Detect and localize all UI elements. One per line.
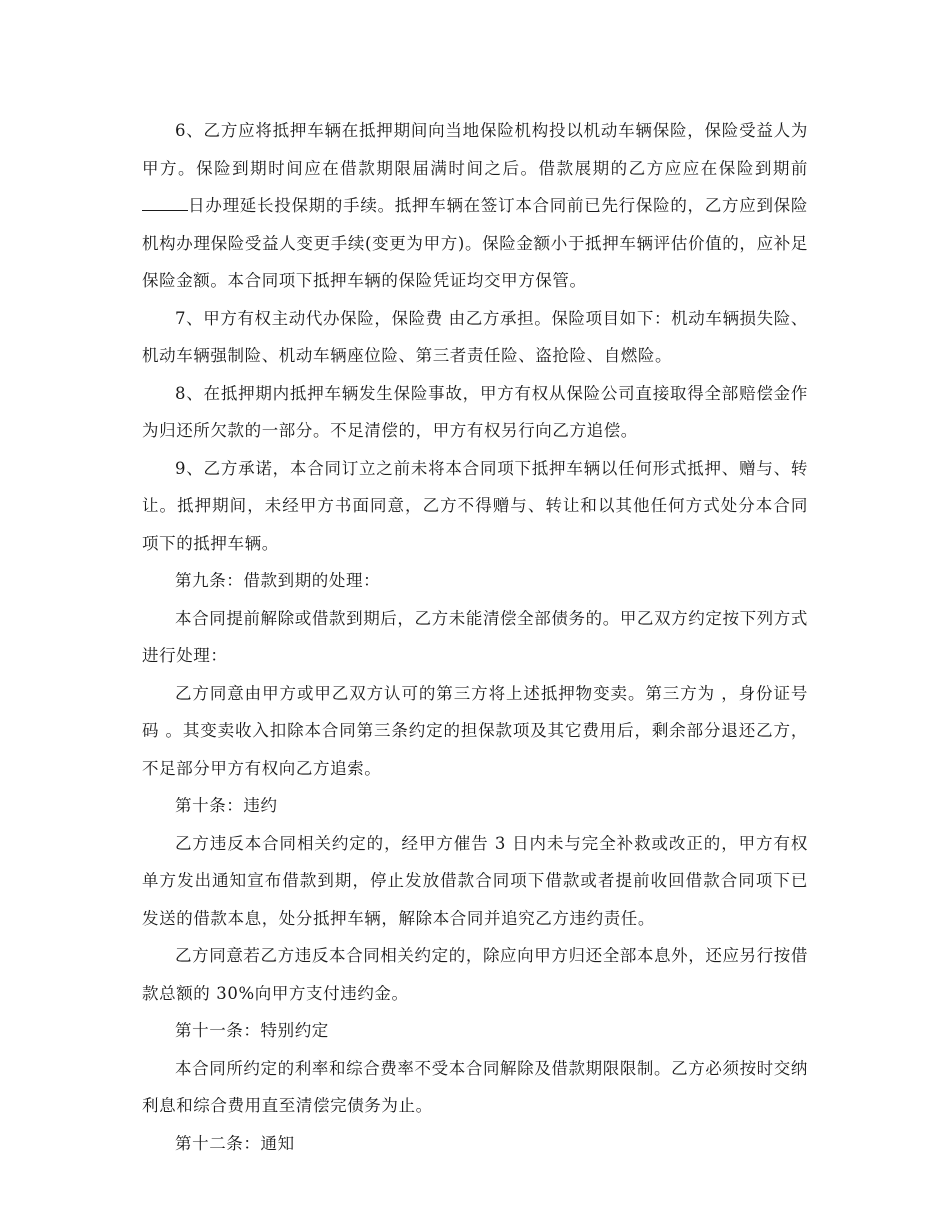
article-9-paragraph-1: 本合同提前解除或借款到期后，乙方未能清偿全部债务的。甲乙双方约定按下列方式进行处理： xyxy=(142,608,808,665)
article-9-paragraph-2: 乙方同意由甲方或甲乙双方认可的第三方将上述抵押物变卖。第三方为 ，身份证号码 。其变卖收入扣除本合同第三条约定的担保款项及其它费用后，剩余部分退还乙方，不足部分甲方有权向乙方追索。 xyxy=(142,683,808,778)
article-10-paragraph-2: 乙方同意若乙方违反本合同相关约定的，除应向甲方归还全部本息外，还应另行按借款总额的 30%向甲方支付违约金。 xyxy=(142,946,808,1003)
article-11-paragraph-1: 本合同所约定的利率和综合费率不受本合同解除及借款期限限制。乙方必须按时交纳利息和综合费用直至清偿完债务为止。 xyxy=(142,1058,808,1115)
fill-in-blank xyxy=(142,192,188,211)
article-12-heading: 第十二条：通知 xyxy=(175,1133,295,1153)
article-10-heading: 第十条：违约 xyxy=(175,796,278,815)
article-11-heading: 第十一条：特别约定 xyxy=(175,1021,329,1040)
document-body xyxy=(142,112,808,1162)
clause-9-paragraph: 9、乙方承诺，本合同订立之前未将本合同项下抵押车辆以任何形式抵押、赠与、转让。抵押期间，未经甲方书面同意，乙方不得赠与、转让和以其他任何方式处分本合同项下的抵押车辆。 xyxy=(142,458,808,553)
clause-6-text-before: 6、乙方应将抵押车辆在抵押期间向当地保险机构投以机动车辆保险，保险受益人为甲方。保险到期时间应在借款期限届满时间之后。借款展期的乙方应应在保险到期前 xyxy=(142,121,808,178)
article-9-heading: 第九条：借款到期的处理： xyxy=(175,571,381,590)
clause-6-paragraph xyxy=(142,112,808,300)
clause-6-text-after: 日办理延长投保期的手续。抵押车辆在签订本合同前已先行保险的，乙方应到保险机构办理保险受益人变更手续(变更为甲方)。保险金额小于抵押车辆评估价值的，应补足保险金额。本合同项下抵押车辆的保险凭证均交甲方保管。 xyxy=(142,196,808,290)
article-10-paragraph-1: 乙方违反本合同相关约定的，经甲方催告 3 日内未与完全补救或改正的，甲方有权单方发出通知宣布借款到期，停止发放借款合同项下借款或者提前收回借款合同项下已发送的借款本息，处分抵押车辆，解除本合同并追究乙方违约责任。 xyxy=(142,833,808,928)
clause-8-paragraph: 8、在抵押期内抵押车辆发生保险事故，甲方有权从保险公司直接取得全部赔偿金作为归还所欠款的一部分。不足清偿的，甲方有权另行向乙方追偿。 xyxy=(142,383,808,440)
clause-7-paragraph: 7、甲方有权主动代办保险，保险费 由乙方承担。保险项目如下：机动车辆损失险、机动车辆强制险、机动车辆座位险、第三者责任险、盗抢险、自燃险。 xyxy=(142,308,808,365)
